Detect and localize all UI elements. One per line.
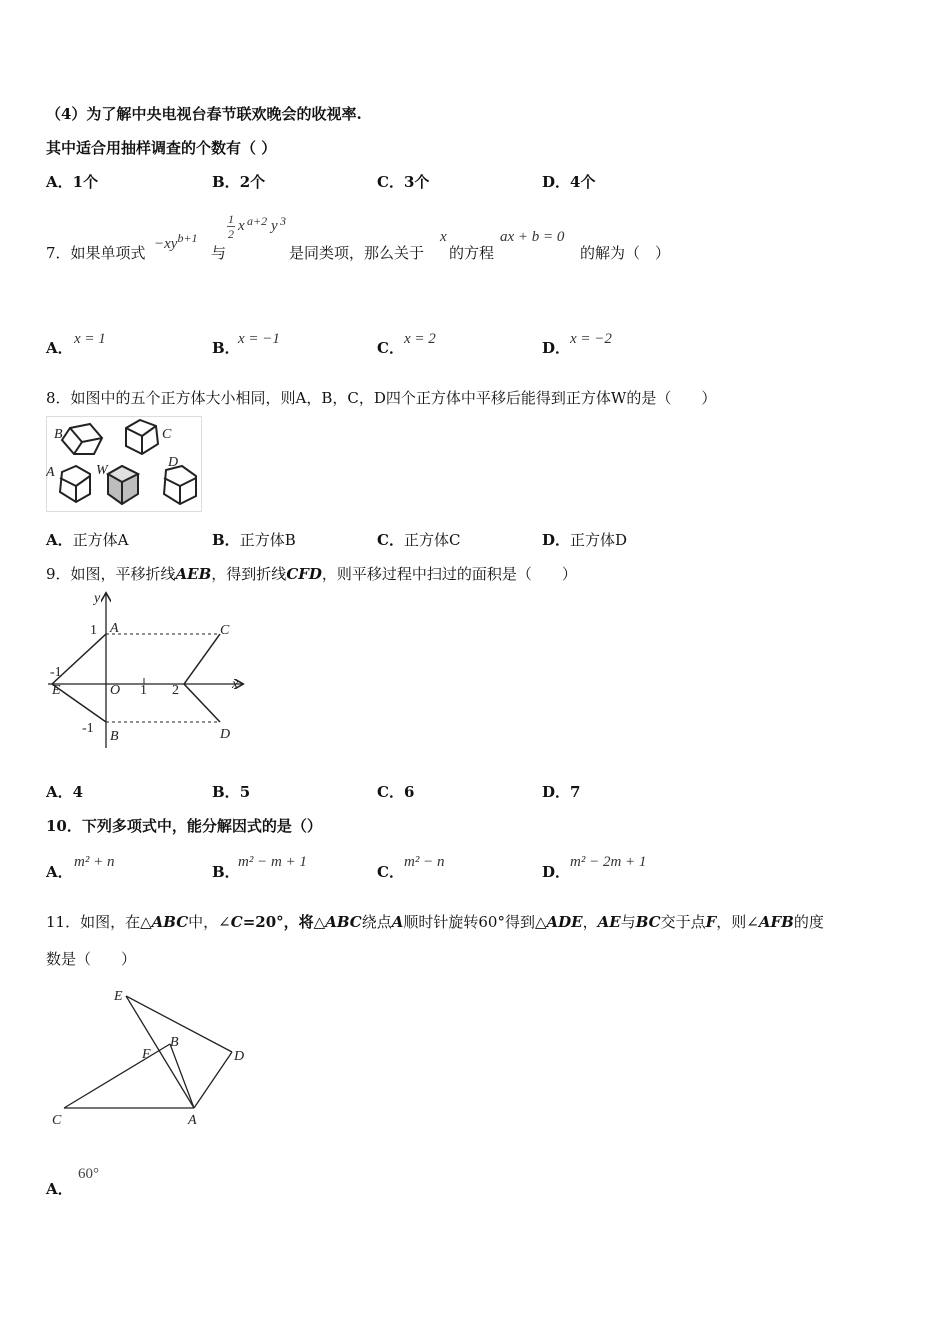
q9-stem: 9．如图，平移折线AEB，得到折线CFD，则平移过程中扫过的面积是（ ）	[46, 565, 577, 583]
q7-text-5: 的解为（ ）	[580, 244, 671, 262]
q11-figure	[46, 984, 256, 1130]
q9-label-c: C	[220, 623, 230, 638]
q11-option-a: A．	[46, 1180, 73, 1198]
q11-stem-line-1: 11．如图，在△ABC中，∠C=20°，将△ABC绕点A顺时针旋转60°得到△ADE，AE与BC交于点F，则∠AFB的度	[46, 913, 824, 931]
q9-label-o: O	[110, 683, 121, 698]
q7-var-x: x	[440, 229, 447, 245]
q7-option-b: B．	[212, 339, 240, 357]
q8-label-d: D	[168, 455, 179, 470]
q9-label-d: D	[220, 727, 231, 742]
q9-label-b: B	[110, 729, 119, 744]
q8-option-d: D．正方体D	[542, 531, 628, 549]
q6-option-d: D．4个	[542, 173, 596, 191]
q10-option-b: B．	[212, 863, 240, 881]
q7-option-d-math: x = −2	[570, 331, 612, 347]
q11-label-f: F	[142, 1047, 151, 1062]
q10-option-c-math: m² − n	[404, 854, 445, 870]
q7-option-a-math: x = 1	[74, 331, 106, 347]
cube-a	[60, 466, 90, 502]
q7-text-2: 与	[211, 244, 227, 262]
q8-option-c: C．正方体C	[377, 531, 461, 549]
q10-option-d: D．	[542, 863, 571, 881]
q7-option-a: A．	[46, 339, 73, 357]
q9-option-d: D．7	[542, 783, 581, 801]
q11-stem-line-2: 数是（ ）	[46, 950, 137, 968]
cube-b	[62, 424, 102, 454]
q11-label-e: E	[114, 989, 123, 1004]
q11-label-d: D	[234, 1049, 245, 1064]
cube-d	[164, 466, 196, 504]
cube-w	[108, 466, 138, 504]
q9-label-y: y	[94, 591, 101, 606]
q7-option-c-math: x = 2	[404, 331, 436, 347]
q11-label-b: B	[170, 1035, 179, 1050]
q9-tick-y-1: 1	[90, 623, 97, 638]
q7-monomial-2: 1 2 x a+2 y 3	[228, 212, 286, 241]
q9-label-e: E	[52, 683, 61, 698]
q10-option-b-math: m² − m + 1	[238, 854, 307, 870]
q10-option-d-math: m² − 2m + 1	[570, 854, 647, 870]
q8-option-b: B．正方体B	[212, 531, 296, 549]
q8-option-a: A．正方体A	[46, 531, 129, 549]
q6-stem: 其中适合用抽样调查的个数有（ ）	[46, 139, 277, 157]
q8-label-a: A	[46, 465, 55, 480]
q10-stem: 10．下列多项式中，能分解因式的是（）	[46, 817, 322, 835]
q11-label-a: A	[188, 1113, 197, 1128]
q9-tick-y-neg1: -1	[82, 721, 94, 736]
q6-item-4: （4）为了解中央电视台春节联欢晚会的收视率.	[46, 105, 362, 123]
q9-option-a: A．4	[46, 783, 84, 801]
q9-tick-x-1: 1	[140, 683, 147, 698]
q6-option-b: B．2个	[212, 173, 266, 191]
q10-option-a: A．	[46, 863, 73, 881]
q7-text-1: 7．如果单项式	[46, 244, 146, 262]
q9-option-c: C．6	[377, 783, 415, 801]
q8-label-w: W	[96, 463, 108, 478]
q9-tick-x-neg1: -1	[50, 665, 62, 680]
q8-cubes-figure	[46, 416, 202, 512]
q9-option-b: B．5	[212, 783, 251, 801]
q8-label-b: B	[54, 427, 63, 442]
q6-option-c: C．3个	[377, 173, 430, 191]
q7-text-4: 的方程	[449, 244, 495, 262]
q9-label-x: x	[232, 677, 239, 692]
q7-monomial-1: $-xy^{b+1}$	[154, 231, 198, 252]
q7-equation: ax + b = 0	[500, 229, 565, 245]
q11-option-a-math: 60°	[78, 1166, 99, 1182]
q7-text-3: 是同类项，那么关于	[289, 244, 425, 262]
q9-tick-x-2: 2	[172, 683, 179, 698]
q6-option-a: A．1个	[46, 173, 99, 191]
q8-label-c: C	[162, 427, 172, 442]
q10-option-a-math: m² + n	[74, 854, 115, 870]
q10-option-c: C．	[377, 863, 404, 881]
cube-c	[126, 420, 158, 454]
q11-label-c: C	[52, 1113, 62, 1128]
q7-option-d: D．	[542, 339, 571, 357]
q9-label-a: A	[110, 621, 119, 636]
q7-option-c: C．	[377, 339, 404, 357]
q9-figure	[44, 588, 250, 752]
q7-option-b-math: x = −1	[238, 331, 280, 347]
q8-stem: 8．如图中的五个正方体大小相同，则A，B，C，D四个正方体中平移后能得到正方体W的是（ ）	[46, 389, 717, 407]
